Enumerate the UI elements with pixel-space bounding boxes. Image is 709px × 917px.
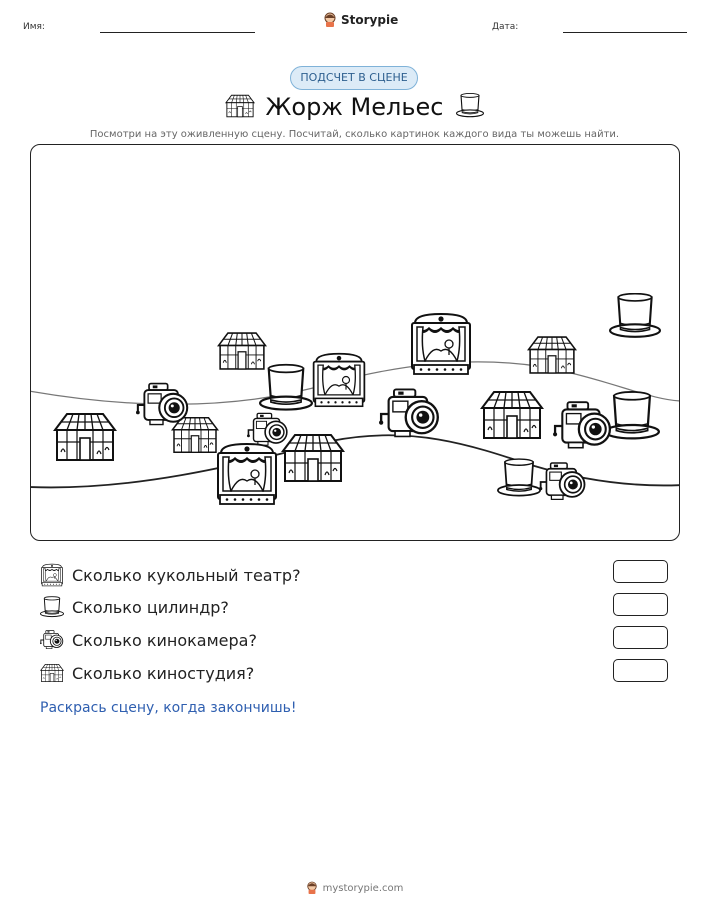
question-row: [40, 563, 301, 587]
date-label: Дата:: [492, 22, 519, 32]
storypie-mascot-icon: [306, 881, 318, 895]
film-studio-item: [482, 392, 542, 438]
answer-box[interactable]: [613, 626, 668, 649]
activity-badge: ПОДСЧЕТ В СЦЕНЕ: [290, 66, 418, 90]
question-row: [40, 596, 229, 618]
top-hat-item: [260, 365, 312, 410]
top-hat-item: [610, 294, 660, 337]
movie-camera-item: [247, 413, 287, 445]
film-studio-item: [529, 337, 576, 373]
question-text: Сколько киностудия?: [72, 663, 255, 683]
film-studio-item: [173, 418, 218, 453]
closing-note: Раскрась сцену, когда закончишь!: [40, 700, 297, 716]
puppet-theater-item: [314, 354, 365, 407]
scene-drawing: [31, 145, 680, 541]
movie-camera-item: [379, 389, 438, 436]
movie-camera-item: [553, 402, 610, 448]
film-studio-item: [219, 333, 266, 369]
puppet-theater-item: [412, 314, 470, 374]
storypie-mascot-icon: [323, 12, 337, 28]
top-hat-icon: [40, 596, 64, 618]
date-line[interactable]: [563, 32, 687, 33]
top-hat-item: [605, 392, 659, 438]
counting-scene[interactable]: [30, 144, 680, 541]
brand-logo: [323, 12, 398, 28]
puppet-theater-icon: [40, 563, 64, 587]
film-studio-icon: [225, 94, 255, 118]
instructions: Посмотри на эту оживленную сцену. Посчитай, сколько картинок каждого вида ты можешь найти.: [89, 129, 620, 140]
movie-camera-icon: [40, 629, 64, 651]
answer-box[interactable]: [613, 593, 668, 616]
site-url[interactable]: mystorypie.com: [322, 882, 404, 894]
name-label: Имя:: [23, 22, 45, 32]
film-studio-item: [283, 435, 343, 481]
question-text: Сколько кинокамера?: [72, 630, 257, 650]
top-hat-icon: [456, 93, 484, 118]
question-row: [40, 629, 257, 651]
question-text: Сколько кукольный театр?: [72, 565, 301, 585]
question-row: [40, 662, 254, 684]
puppet-theater-item: [218, 444, 276, 504]
site-footer: [0, 881, 709, 895]
film-studio-item: [55, 414, 115, 460]
page-title: Жорж Мельес: [265, 93, 444, 121]
answer-box[interactable]: [613, 560, 668, 583]
answer-box[interactable]: [613, 659, 668, 682]
question-text: Сколько цилиндр?: [72, 597, 229, 617]
movie-camera-item: [136, 384, 187, 425]
film-studio-icon: [40, 662, 64, 684]
name-line[interactable]: [100, 32, 255, 33]
top-hat-item: [498, 459, 540, 496]
brand-name: Storypie: [341, 13, 399, 27]
